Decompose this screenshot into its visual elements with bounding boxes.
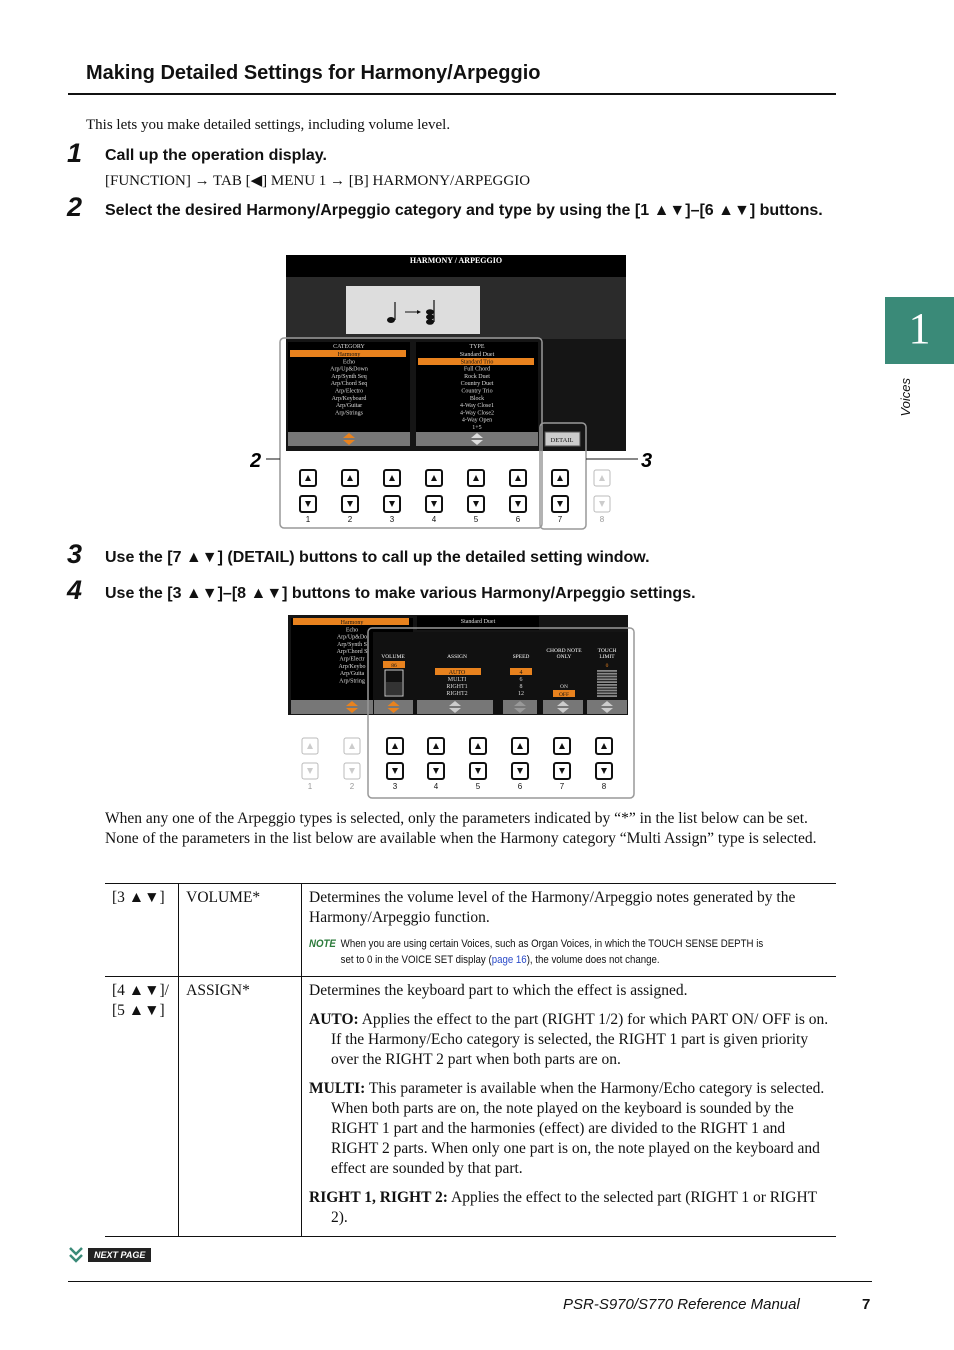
type-item[interactable]: Rock Duet xyxy=(464,373,490,380)
category-item[interactable]: Arp/Strings xyxy=(334,410,364,417)
button-number: 4 xyxy=(433,782,439,791)
button-number: 7 xyxy=(557,515,563,524)
type-header: TYPE xyxy=(469,344,485,350)
category-header: CATEGORY xyxy=(333,344,365,350)
chord-on[interactable]: ON xyxy=(560,684,568,690)
button-number: 2 xyxy=(347,515,353,524)
category-item[interactable]: Harmony xyxy=(337,352,361,358)
param-name: VOLUME* xyxy=(179,884,302,977)
note-text-pre: When you are using certain Voices, such as Organ Voices, in which the TOUCH SENSE DEPTH is set to 0 in the VOICE SET display ( xyxy=(340,938,764,966)
chord-off[interactable]: OFF xyxy=(558,692,570,698)
meter-segment xyxy=(597,687,617,689)
type-item[interactable]: 4-Way Open xyxy=(461,417,493,424)
type-item[interactable]: Country Trio xyxy=(461,388,493,395)
category-item[interactable]: Harmony xyxy=(340,620,364,626)
category-item[interactable]: Arp/Keybo xyxy=(338,663,366,670)
arpeggio-paragraph: When any one of the Arpeggio types is selected, only the parameters indicated by “*” in the list below can be set. None of the parameters in the list below are available when the Harmony category “Multi Assign” type is selected. xyxy=(105,810,817,847)
table-row xyxy=(105,884,836,977)
meter-segment xyxy=(597,695,617,697)
category-item[interactable]: Arp/Chord S xyxy=(336,649,368,656)
button-number: 5 xyxy=(475,782,481,791)
button-number: 8 xyxy=(599,515,605,524)
manual-title: PSR-S970/S770 Reference Manual xyxy=(563,1296,800,1313)
footer-rule xyxy=(68,1281,872,1282)
page-number: 7 xyxy=(862,1296,871,1313)
assign-option[interactable]: AUTO xyxy=(448,670,466,676)
category-item[interactable]: Arp/Guitar xyxy=(335,403,363,410)
param-desc-text: Determines the keyboard part to which the effect is assigned. xyxy=(309,982,688,999)
category-item[interactable]: Arp/String xyxy=(339,678,365,685)
category-item[interactable]: Arp/Up&Do xyxy=(336,634,368,641)
param-button: [4 ▲▼]/ [5 ▲▼] xyxy=(105,977,179,1237)
assign-list[interactable] xyxy=(446,670,467,697)
option-multi xyxy=(309,1079,829,1179)
meter-segment xyxy=(597,678,617,680)
meter-segment xyxy=(597,670,617,672)
next-page-label: NEXT PAGE xyxy=(88,1248,151,1262)
option-text: This parameter is available when the Harmony/Echo category is selected. When both parts are on, the note played on the keyboard is sounded by the RIGHT 1 part and the harmonies (effect) are divided to the RIGHT 1 and RIGHT 2 parts. When only one part is on, the note played on the keyboard and effect are sounded by that part. xyxy=(331,1080,825,1177)
type-item[interactable]: Standard Duet xyxy=(459,352,495,358)
meter-segment xyxy=(597,684,617,686)
figure-detail-screen xyxy=(285,612,639,800)
type-list[interactable] xyxy=(460,352,495,431)
meter-segment xyxy=(597,676,617,678)
step-number-4: 4 xyxy=(67,575,83,605)
button-number: 8 xyxy=(601,782,607,791)
chapter-label: Voices xyxy=(898,378,913,417)
button-number: 3 xyxy=(389,515,395,524)
button-number: 1 xyxy=(305,515,311,524)
note-block xyxy=(309,936,767,968)
category-item[interactable]: Arp/Electro xyxy=(334,388,364,395)
param-desc-text: Determines the volume level of the Harmony/Arpeggio notes generated by the Harmony/Arpeggio function. xyxy=(309,889,796,926)
category-item[interactable]: Arp/Chord Seq xyxy=(330,381,368,388)
option-text: Applies the effect to the selected part (RIGHT 1 or RIGHT 2). xyxy=(331,1189,817,1226)
chord-note-only-label: CHORD NOTE xyxy=(546,648,582,654)
category-item[interactable]: Arp/Synth Seq xyxy=(331,373,367,380)
speed-option[interactable]: 12 xyxy=(518,691,524,697)
param-button: [3 ▲▼] xyxy=(105,884,179,977)
callout-2: 2 xyxy=(250,450,262,472)
step-text-4: Use the [3 ▲▼]–[8 ▲▼] buttons to make various Harmony/Arpeggio settings. xyxy=(105,585,696,602)
category-item[interactable]: Arp/Synth S xyxy=(337,641,367,648)
callout-3: 3 xyxy=(641,450,653,472)
meter-segment xyxy=(597,690,617,692)
speed-label: SPEED xyxy=(512,654,530,660)
category-item[interactable]: Arp/Up&Down xyxy=(330,366,368,373)
volume-label: VOLUME xyxy=(381,654,405,660)
type-item[interactable]: 4-Way Close2 xyxy=(459,410,495,417)
type-item[interactable]: Country Duet xyxy=(460,381,494,388)
figure-harmony-arpeggio-screen xyxy=(250,252,670,530)
type-item[interactable]: 1+5 xyxy=(472,425,482,431)
chord-note-only-label-2: ONLY xyxy=(556,654,572,660)
note-label: NOTE xyxy=(309,938,336,950)
category-item[interactable]: Arp/Guita xyxy=(339,671,365,678)
type-item[interactable]: Standard Trio xyxy=(460,359,494,366)
option-label: MULTI: xyxy=(309,1080,366,1097)
category-item[interactable]: Echo xyxy=(342,359,356,366)
touch-limit-label: TOUCH xyxy=(597,648,617,654)
note-text-post: ), the volume does not change. xyxy=(526,954,660,966)
speed-option[interactable]: 4 xyxy=(519,670,523,676)
table-row xyxy=(105,977,836,1237)
type-item[interactable]: Full Chord xyxy=(463,366,491,373)
meter-segment xyxy=(597,681,617,683)
type-item[interactable]: 4-Way Close1 xyxy=(459,403,495,410)
assign-option[interactable]: MULTI xyxy=(447,677,467,683)
param-description xyxy=(302,977,837,1237)
touch-limit-value: 0 xyxy=(605,663,609,669)
button-number: 6 xyxy=(517,782,523,791)
option-text: Applies the effect to the part (RIGHT 1/2) for which PART ON/ OFF is on. If the Harmony/Echo category is selected, the RIGHT 1 part is given priority over the RIGHT 2 part when both parts are on. xyxy=(331,1011,829,1068)
intro-text: This lets you make detailed settings, including volume level. xyxy=(86,117,451,133)
meter-segment xyxy=(597,673,617,675)
screen-header: HARMONY / ARPEGGIO xyxy=(409,256,503,265)
param-description xyxy=(302,884,837,977)
button-number: 7 xyxy=(559,782,565,791)
step-number-1: 1 xyxy=(67,138,83,168)
panel-buttons[interactable] xyxy=(300,470,610,524)
button-number: 4 xyxy=(431,515,437,524)
assign-label: ASSIGN xyxy=(447,654,467,660)
page-link[interactable]: page 16 xyxy=(491,954,527,966)
step-text-1: Call up the operation display. xyxy=(105,147,327,164)
speed-option[interactable]: 6 xyxy=(519,677,523,683)
volume-value: 86 xyxy=(391,663,397,669)
touch-limit-label-2: LIMIT xyxy=(599,654,615,660)
option-auto xyxy=(309,1010,829,1070)
next-page-indicator[interactable] xyxy=(68,1246,151,1264)
detail-label: DETAIL xyxy=(550,437,574,444)
step-number-3: 3 xyxy=(67,539,83,569)
category-item[interactable]: Echo xyxy=(345,627,359,634)
panel-buttons[interactable] xyxy=(302,738,612,791)
button-number: 6 xyxy=(515,515,521,524)
button-number: 3 xyxy=(392,782,398,791)
chevron-down-icon xyxy=(68,1246,84,1264)
button-number: 1 xyxy=(307,782,313,791)
type-item[interactable]: Block xyxy=(469,395,485,402)
step-text-3: Use the [7 ▲▼] (DETAIL) buttons to call up the detailed setting window. xyxy=(105,549,650,566)
param-name: ASSIGN* xyxy=(179,977,302,1237)
assign-option[interactable]: RIGHT1 xyxy=(446,684,468,690)
operation-path: [FUNCTION] → TAB [◀] MENU 1 → [B] HARMONY/ARPEGGIO xyxy=(105,173,531,189)
section-title: Making Detailed Settings for Harmony/Arpeggio xyxy=(86,62,541,84)
step-number-2: 2 xyxy=(67,192,83,222)
speed-option[interactable]: 8 xyxy=(519,684,523,690)
option-label: AUTO: xyxy=(309,1011,359,1028)
assign-option[interactable]: RIGHT2 xyxy=(446,691,468,697)
parameter-table xyxy=(105,883,836,1237)
chapter-tab: 1 xyxy=(885,297,954,364)
meter-segment xyxy=(597,692,617,694)
option-label: RIGHT 1, RIGHT 2: xyxy=(309,1189,448,1206)
button-number: 2 xyxy=(349,782,355,791)
category-item[interactable]: Arp/Keyboard xyxy=(331,395,367,402)
type-selected: Standard Duet xyxy=(460,619,496,625)
step-text-2: Select the desired Harmony/Arpeggio category and type by using the [1 ▲▼]–[6 ▲▼] buttons. xyxy=(105,202,823,219)
option-right xyxy=(309,1188,829,1228)
title-rule xyxy=(68,93,836,95)
category-item[interactable]: Arp/Electr xyxy=(339,656,365,663)
button-number: 5 xyxy=(473,515,479,524)
